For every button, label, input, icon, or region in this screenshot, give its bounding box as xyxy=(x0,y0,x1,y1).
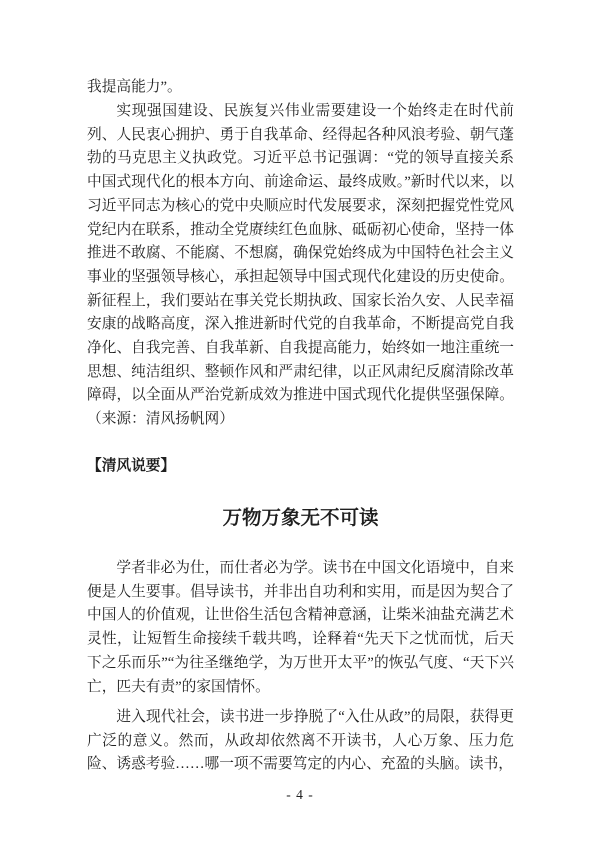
paragraph-continuation: 我提高能力”。 xyxy=(87,79,182,95)
paragraph-news-body: 实现强国建设、民族复兴伟业需要建设一个始终走在时代前列、人民衷心拥护、勇于自我革命、经得起各种风浪考验、朝气蓬勃的马克思主义执政党。习近平总书记强调：“党的领导直接关系中国式现代化的根本方向、前途命运、最终成败。”新时代以来，以习近平同志为核心的党中央顺应时代发展要求，深刻把握党性党风党纪内在联系，推动全党赓续红色血脉、砥砺初心使命，坚持一体推进不敢腐、不能腐、不想腐，确保党始终成为中国特色社会主义事业的坚强领导核心，承担起领导中国式现代化建设的历史使命。新征程上，我们要站在事关党长期执政、国家长治久安、人民幸福安康的战略高度，深入推进新时代党的自我革命，不断提高党自我净化、自我完善、自我革新、自我提高能力，始终如一地注重统一思想、纯洁组织、整顿作风和严肃纪律，以正风肃纪反腐清除改革障碍，以全面从严治党新成效为推进中国式现代化提供坚强保障。（来源：清风扬帆网） xyxy=(87,103,514,428)
article-title: 万物万象无不可读 xyxy=(222,508,379,529)
page-number: - 4 - xyxy=(286,787,314,802)
paragraph-essay-2: 进入现代社会，读书进一步挣脱了“入仕从政”的局限，获得更广泛的意义。然而，从政却依然离不开读书，人心万象、压力危险、诱惑考验……哪一项不需要笃定的内心、充盈的头脑。读书， xyxy=(87,709,514,773)
paragraph-essay-1: 学者非必为仕，而仕者必为学。读书在中国文化语境中，自来便是人生要事。倡导读书，并非出自功利和实用，而是因为契合了中国人的价值观，让世俗生活包含精神意涵，让柴米油盐充满艺术灵性，让短暂生命接续千载共鸣，诠释着“先天下之忧而忧，后天下之乐而乐”“为往圣继绝学，为万世开太平”的恢弘气度、“天下兴亡，匹夫有责”的家国情怀。 xyxy=(87,560,514,695)
section-label: 【清风说要】 xyxy=(87,458,176,474)
